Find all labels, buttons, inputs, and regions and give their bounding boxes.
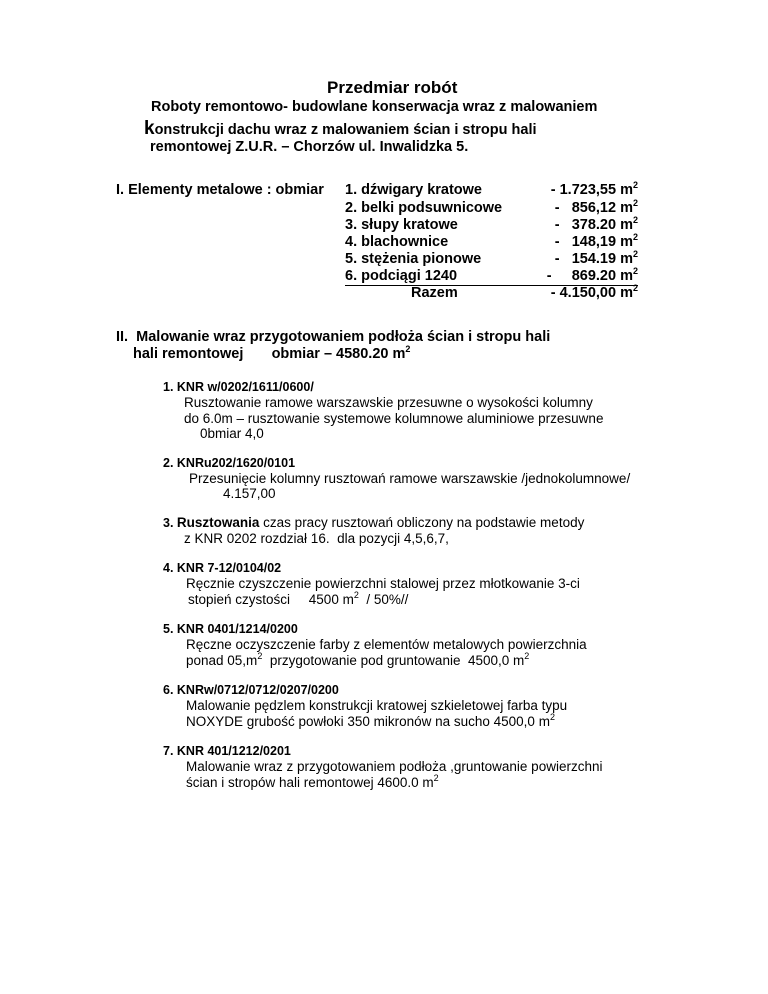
element-value-6: - 869.20 $m^2$	[546, 266, 638, 284]
entry-5-line-2: ponad $05,m^2$ przygotowanie pod gruntowanie 4500,0 $m^2$	[186, 651, 530, 668]
section2-heading-line-1: II. Malowanie wraz przygotowaniem podłoża ścian i stropu hali	[116, 329, 551, 345]
entry-3-line-1-text: czas pracy rusztowań obliczony na podstawie metody	[259, 515, 585, 530]
entry-1-line-2: do 6.0m – rusztowanie systemowe kolumnowe aluminiowe przesuwne	[184, 411, 604, 426]
element-value-3: - 378.20 $m^2$	[554, 215, 638, 233]
entry-1-line-1: Rusztowanie ramowe warszawskie przesuwne o wysokości kolumny	[184, 395, 593, 410]
entry-6-line-1: Malowanie pędzlem konstrukcji kratowej szkieletowej farba typu	[186, 698, 568, 713]
entry-3-heading: Rusztowania	[176, 515, 260, 530]
element-value-4: - 148,19 $m^2$	[554, 232, 638, 250]
entry-4-heading: 4. KNR 7-12/0104/02	[163, 561, 282, 575]
entry-6-line-2: NOXYDE grubość powłoki 350 mikronów na sucho 4500,0 $m^2$	[186, 712, 555, 729]
element-value-5: - 154.19 $m^2$	[554, 249, 638, 267]
entry-6-heading: 6. KNRw/0712/0712/0207/0200	[163, 683, 339, 697]
entry-2-heading: 2. KNRu202/1620/0101	[163, 456, 296, 470]
entry-4-line-2: stopień czystości 4500 $m^2 / 50\%//$	[188, 590, 409, 607]
total-value: - 4.150,00 $m^2$	[550, 283, 638, 301]
element-label-1: 1. dźwigary kratowe	[345, 182, 482, 198]
entry-1-heading: 1. KNR w/0202/1611/0600/	[163, 380, 314, 394]
section2-heading-line-2: hali remontowej obmiar – 4580.20 $m^2$	[133, 344, 411, 362]
subtitle-initial-k: k	[144, 118, 155, 139]
document-title: Przedmiar robót	[327, 78, 458, 97]
entry-7-line-1: Malowanie wraz z przygotowaniem podłoża ,gruntowanie powierzchni	[186, 759, 603, 774]
subtitle-line-3: remontowej Z.U.R. – Chorzów ul. Inwalidzka 5.	[150, 139, 469, 155]
entry-5-line-1: Ręczne oczyszczenie farby z elementów metalowych powierzchnia	[186, 637, 587, 652]
entry-3-line-2: z KNR 0202 rozdział 16. dla pozycji 4,5,6,7,	[184, 531, 449, 546]
entry-2-line-2: 4.157,00	[223, 486, 276, 501]
entry-3-line-1	[163, 515, 584, 530]
entry-4-line-1: Ręcznie czyszczenie powierzchni stalowej przez młotkowanie 3-ci	[186, 576, 580, 591]
entry-7-line-2: ścian i stropów hali remontowej 4600.0 $m^2$	[186, 773, 439, 790]
section1-heading: I. Elementy metalowe : obmiar	[116, 182, 324, 198]
entry-5-heading: 5. KNR 0401/1214/0200	[163, 622, 298, 636]
subtitle-line-1: Roboty remontowo- budowlane konserwacja wraz z malowaniem	[151, 99, 598, 115]
element-label-4: 4. blachownice	[345, 234, 449, 250]
element-label-6: 6. podciągi 1240	[345, 268, 458, 284]
entry-3-number: 3.	[163, 516, 177, 530]
subtitle-line-2	[144, 118, 537, 140]
element-label-5: 5. stężenia pionowe	[345, 251, 482, 267]
entry-1-line-3: 0bmiar 4,0	[200, 426, 264, 441]
element-value-1: - 1.723,55 $m^2$	[550, 180, 638, 198]
entry-7-heading: 7. KNR 401/1212/0201	[163, 744, 291, 758]
subtitle-line-2-text: onstrukcji dachu wraz z malowaniem ścian i stropu hali	[154, 122, 537, 138]
total-label: Razem	[411, 285, 458, 301]
entry-2-line-1: Przesunięcie kolumny rusztowań ramowe warszawskie /jednokolumnowe/	[189, 471, 631, 486]
element-value-2: - 856,12 $m^2$	[554, 198, 638, 216]
element-label-3: 3. słupy kratowe	[345, 217, 458, 233]
element-label-2: 2. belki podsuwnicowe	[345, 200, 503, 216]
